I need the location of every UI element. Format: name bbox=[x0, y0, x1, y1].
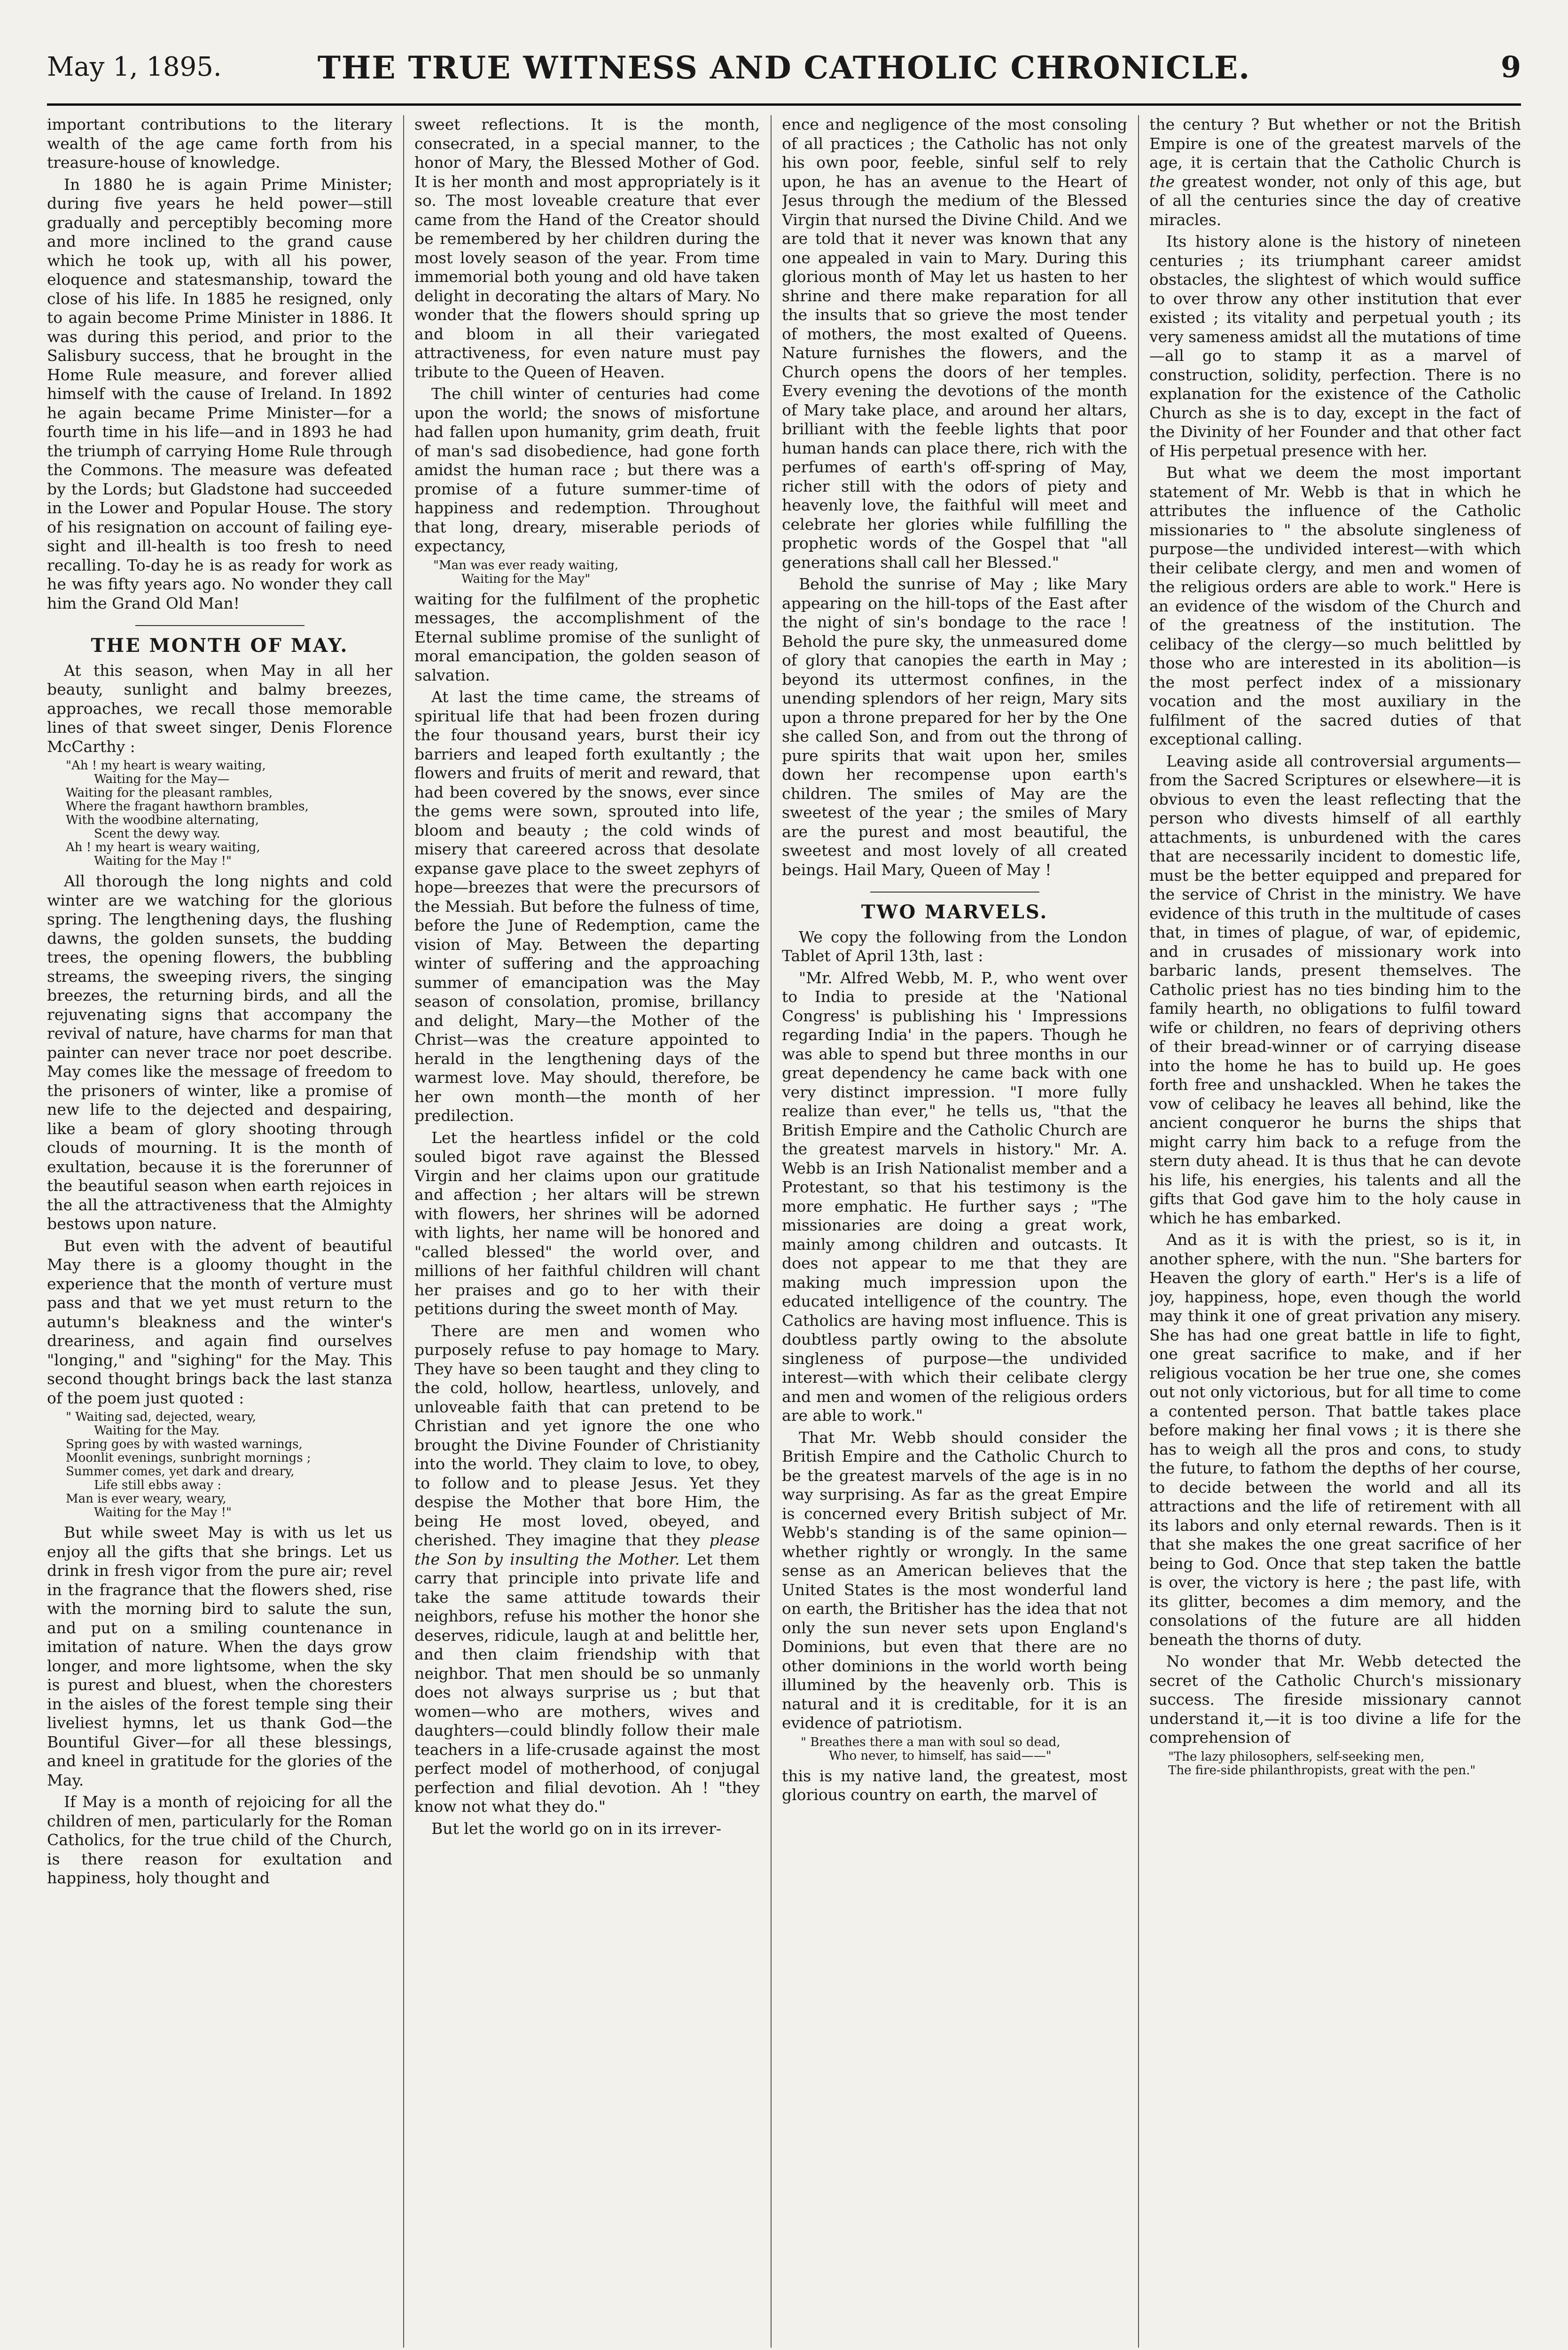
column-4 bbox=[1149, 115, 1521, 2348]
paragraph: At this season, when May in all her beauty, sunlight and balmy breezes, approaches, we recall those memorable lines of that sweet singer, Denis Florence McCarthy : bbox=[47, 661, 392, 756]
verse-line: " Breathes there a man with soul so dead, bbox=[801, 1735, 1061, 1749]
paragraph: At last the time came, the streams of spiritual life that had been frozen during the four thousand years, burst their icy barriers and leaped forth exultantly ; the flowers and fruits of merit and reward, that had been covered by the snows, ever since the gems were sown, sprouted into life, bloom and beauty ; the cold winds of misery that careered across that desolate expanse gave place to the sweet zephyrs of hope—breezes that were the precursors of the Messiah. But before the fulness of time, before the June of Redemption, came the vision of May. Between the departing winter of suffering and the approaching summer of emancipation was the May season of consolation, promise, brillancy and delight, Mary—the Mother of the Christ—was the creature appointed to herald in the lengthening days of the warmest love. May should, therefore, be her own month—the month of her predilection. bbox=[414, 688, 760, 1125]
verse-line: "The lazy philosophers, self-seeking men, bbox=[1168, 1749, 1425, 1764]
column-2 bbox=[414, 115, 760, 2348]
paragraph: important contributions to the literary wealth of the age came forth from his treasure-house of knowledge. bbox=[47, 115, 392, 172]
column-rule bbox=[771, 115, 772, 2348]
verse-line: Scent the dewy way. bbox=[94, 827, 220, 841]
verse-line: Summer comes, yet dark and dreary, bbox=[66, 1465, 295, 1479]
paragraph: We copy the following from the London Tablet of April 13th, last : bbox=[782, 927, 1127, 965]
verse-line: The fire-side philanthropists, great with the pen." bbox=[1168, 1763, 1476, 1778]
verse-line: Where the fragant hawthorn brambles, bbox=[66, 799, 309, 814]
paragraph: In 1880 he is again Prime Minister; during five years he held power—still gradually and perceptibly becoming more and more inclined to the grand cause which he took up, with all his power, eloquence and statesmanship, toward the close of his life. In 1885 he resigned, only to again become Prime Minister in 1886. It was during this period, and prior to the Salisbury success, that he brought in the Home Rule measure, and forever allied himself with the cause of Ireland. In 1892 he again became Prime Minister—for a fourth time in his life—and in 1893 he had the triumph of carrying Home Rule through the Commons. The measure was defeated by the Lords; but Gladstone had succeeded in the Lower and Popular House. The story of his resignation on account of failing eye-sight and ill-health is too fresh to need recalling. To-day he is as ready for work as he was fifty years ago. No wonder they call him the Grand Old Man! bbox=[47, 175, 392, 612]
verse-line: Moonlit evenings, sunbright mornings ; bbox=[66, 1451, 311, 1465]
column-rule bbox=[403, 115, 404, 2348]
text-run: the century ? But whether or not the British Empire is one of the greatest marvels of the age, it is certain that the Catholic Church is bbox=[1149, 115, 1521, 172]
verse-line: Man is ever weary, weary, bbox=[66, 1492, 226, 1506]
verse-line: Waiting for the May" bbox=[461, 572, 591, 586]
headline-two-marvels: TWO MARVELS. bbox=[861, 901, 1048, 923]
issue-date: May 1, 1895. bbox=[47, 52, 222, 82]
paragraph: Its history alone is the history of nineteen centuries ; its triumphant career amidst obstacles, the slightest of which would suffice to over throw any other institution that ever existed ; its vitality and perpetual youth ; its very sameness amidst all the mutations of time—all go to stamp it as a marvel of construction, solidity, perfection. There is no explanation for the existence of the Catholic Church as she is to day, except in the fact of the Divinity of her Founder and that other fact of His perpetual presence with her. bbox=[1149, 232, 1521, 460]
verse-line: Spring goes by with wasted warnings, bbox=[66, 1437, 303, 1451]
text-run: greatest wonder, not only of this age, but of all the centuries since the day of creative miracles. bbox=[1149, 172, 1521, 229]
verse-line: Waiting for the May !" bbox=[94, 854, 232, 868]
verse-line: "Man was ever ready waiting, bbox=[433, 558, 619, 572]
paragraph: No wonder that Mr. Webb detected the secret of the Catholic Church's missionary success. The fireside missionary cannot understand it,—it is too divine a life for the comprehension of bbox=[1149, 1652, 1521, 1747]
paragraph: "Mr. Alfred Webb, M. P., who went over to India to preside at the 'National Congress' is publishing his ' Impressions regarding India' in the papers. Though he was able to spend but three months in our great dependency he came back with one very distinct impression. "I more fully realize than ever," he tells us, "that the British Empire and the Catholic Church are the greatest marvels in history." Mr. A. Webb is an Irish Nationalist member and a Protestant, so that his testimony is the more emphatic. He further says ; "The missionaries are doing a great work, mainly among children and outcasts. It does not appear to me that they are making much impression upon the educated intelligence of the country. The Catholics are having most influence. This is doubtless partly owing to the absolute singleness of purpose—the undivided interest—with which their celibate clergy and men and women of the religious orders are able to work." bbox=[782, 968, 1127, 1425]
poem-stanza bbox=[47, 759, 392, 868]
paragraph: If May is a month of rejoicing for all the children of men, particularly for the Roman Catholics, for the true child of the Church, is there reason for exultation and happiness, holy thought and bbox=[47, 1793, 392, 1887]
poem-couplet bbox=[414, 559, 760, 586]
verse-line: Waiting for the pleasant rambles, bbox=[66, 786, 273, 800]
divider bbox=[870, 892, 1039, 893]
poem-stanza bbox=[47, 1410, 392, 1520]
italic-text: the bbox=[1149, 172, 1175, 191]
paragraph bbox=[414, 1322, 760, 1817]
poem-couplet bbox=[782, 1736, 1127, 1763]
paragraph: And as it is with the priest, so is it, in another sphere, with the nun. "She barters for Heaven the glory of earth." Her's is a life of joy, happiness, hope, even though the world may think it one of great privation any misery. She has had one great battle in life to fight, one great sacrifice to make, and if her religious vocation be her true one, she comes out not only victorious, but for all time to come a contented person. That battle takes place before making her final vows ; it is there she has to weigh all the pros and cons, to study the future, to fathom the depths of her course, to decide between the world and all its attractions and the life of retirement with all its labors and only eternal rewards. Then is it that she makes the one great sacrifice of her being to God. Once that step taken the battle is over, the victory is here ; the past life, with its glitter, becomes a dim memory, and the consolations of the future are all hidden beneath the thorns of duty. bbox=[1149, 1230, 1521, 1649]
verse-line: Who never, to himself, has said——" bbox=[829, 1748, 1052, 1763]
page-number: 9 bbox=[1500, 50, 1521, 84]
paragraph: Behold the sunrise of May ; like Mary appearing on the hill-tops of the East after the night of sin's bondage to the race ! Behold the pure sky, the unmeasured dome of glory that canopies the earth in May ; beyond its uttermost confines, in the unending splendors of her reign, Mary sits upon a throne prepared for her by the One she called Son, and from out the throng of pure spirits that wait upon her, smiles down her recompense upon earth's children. The smiles of May are the sweetest of the year ; the smiles of Mary are the purest and most beautiful, the sweetest and most lovely of all created beings. Hail Mary, Queen of May ! bbox=[782, 575, 1127, 879]
paragraph: Let the heartless infidel or the cold souled bigot rave against the Blessed Virgin and her claims upon our gratitude and affection ; her altars will be strewn with flowers, her shrines will be adorned with lights, her name will be honored and "called blessed" the world over, and millions of her faithful children will chant her praises and go to her with their petitions during the sweet month of May. bbox=[414, 1128, 760, 1318]
divider bbox=[135, 625, 304, 626]
paragraph: All thorough the long nights and cold winter are we watching for the glorious spring. The lengthening days, the flushing dawns, the golden sunsets, the budding trees, the opening flowers, the bubbling streams, the sweeping rivers, the singing breezes, the returning birds, and all the rejuvenating signs that accompany the revival of nature, have charms for man that painter can never trace nor poet describe. May comes like the message of freedom to the prisoners of winter, like a promise of new life to the dejected and despairing, like a beam of glory shooting through clouds of mourning. It is the month of exultation, because it is the forerunner of the beautiful season when earth rejoices in the all the attractiveness that the Almighty bestows upon nature. bbox=[47, 872, 392, 1233]
paragraph: That Mr. Webb should consider the British Empire and the Catholic Church to be the greatest marvels of the age is in no way surprising. As far as the great Empire is concerned every British subject of Mr. Webb's standing is of the same opinion—whether rightly or wrongly. In the same sense as an American believes that the United States is the most wonderful land on earth, the Britisher has the idea that not only the sun never sets upon England's Dominions, but even that there are no other dominions in the world worth being illumined by the heavenly orb. This is natural and it is creditable, for it is an evidence of patriotism. bbox=[782, 1428, 1127, 1732]
paragraph: The chill winter of centuries had come upon the world; the snows of misfortune had fallen upon humanity, grim death, fruit of man's sad disobedience, had gone forth amidst the human race ; but there was a promise of a future summer-time of happiness and redemption. Throughout that long, dreary, miserable periods of expectancy, bbox=[414, 384, 760, 555]
verse-line: Waiting for the May— bbox=[94, 772, 230, 786]
verse-line: Life still ebbs away : bbox=[94, 1478, 222, 1492]
paragraph: ence and negligence of the most consoling of all practices ; the Catholic has not only his own poor, feeble, sinful self to rely upon, he has an avenue to the Heart of Jesus through the medium of the Blessed Virgin that nursed the Divine Child. And we are told that it never was known that any one appealed in vain to Mary. During this glorious month of May let us hasten to her shrine and there make reparation for all the insults that so grieve the most tender of mothers, the most exalted of Queens. Nature furnishes the flowers, and the Church opens the doors of her temples. Every evening the devotions of the month of Mary take place, and around her altars, brilliant with the feeble lights that poor human hands can place there, rich with the perfumes of earth's off-spring of May, richer still with the odors of piety and heavenly love, the faithful will meet and celebrate her glories while fulfilling the prophetic words of the Gospel that "all generations shall call her Blessed." bbox=[782, 115, 1127, 572]
paragraph: Leaving aside all controversial arguments—from the Sacred Scriptures or elsewhere—it is obvious to even the least reflecting that the person who divests himself of all earthly attachments, is unburdened with the cares that are necessarily incident to domestic life, must be the better equipped and prepared for the service of Christ in the ministry. We have evidence of this truth in the multitude of cases that, in times of plague, of war, of epidemic, and in crusades of missionary work into barbaric lands, present themselves. The Catholic priest has no ties binding him to the family hearth, no obligations to fulfil toward wife or children, no fears of depriving others of their bread-winner or of carrying disease into the home he has to build up. He goes forth free and unshackled. When he takes the vow of celibacy he leaves all behind, like the ancient conqueror he burns the ships that might carry him back to a refuge from the stern duty ahead. It is thus that he can devote his life, his energies, his talents and all the gifts that God gave him to the holy cause in which he has embarked. bbox=[1149, 752, 1521, 1227]
masthead bbox=[47, 33, 1521, 106]
verse-line: With the woodbine alternating, bbox=[66, 813, 259, 827]
verse-line: Waiting for the May !" bbox=[94, 1505, 232, 1520]
text-run: There are men and women who purposely refuse to pay homage to Mary. They have so been taught and they cling to the cold, hollow, heartless, unlovely, and unloveable faith that can pretend to be Christian and yet ignore the one who brought the Divine Founder of Christianity into the world. They claim to love, to obey, to follow and to please Jesus. Yet they despise the Mother that bore Him, the being He most loved, obeyed, and cherished. They imagine that they bbox=[414, 1321, 760, 1549]
newspaper-title: THE TRUE WITNESS AND CATHOLIC CHRONICLE. bbox=[317, 49, 1251, 86]
verse-line: "Ah ! my heart is weary waiting, bbox=[66, 759, 266, 773]
paragraph: this is my native land, the greatest, most glorious country on earth, the marvel of bbox=[782, 1766, 1127, 1804]
column-rule bbox=[1138, 115, 1139, 2348]
paragraph: waiting for the fulfilment of the prophetic messages, the accomplishment of the Eternal sublime promise of the sunlight of moral emancipation, the golden season of salvation. bbox=[414, 589, 760, 684]
verse-line: Ah ! my heart is weary waiting, bbox=[66, 840, 260, 854]
paragraph: But what we deem the most important statement of Mr. Webb is that in which he attributes the influence of the Catholic missionaries to " the absolute singleness of purpose—the undivided interest—with which their celibate clergy, and men and women of the religious orders are able to work." Here is an evidence of the wisdom of the Church and of the greatness of the institution. The celibacy of the clergy—so much belittled by those who are interested in its abolition—is the most perfect index of a missionary vocation and the most auxiliary in the fulfilment of the sacred duties of that exceptional calling. bbox=[1149, 463, 1521, 748]
column-1 bbox=[47, 115, 392, 2348]
italic-text: please the Son by insulting the Mother. bbox=[414, 1531, 760, 1568]
paragraph: But let the world go on in its irrever- bbox=[431, 1819, 722, 1838]
paragraph: But even with the advent of beautiful May there is a gloomy thought in the experience that the month of verture must pass and that we yet must return to the autumn's bleakness and the winter's dreariness, and again find ourselves "longing," and "sighing" for the May. This second thought brings back the last stanza of the poem just quoted : bbox=[47, 1236, 392, 1407]
verse-line: " Waiting sad, dejected, weary, bbox=[66, 1410, 257, 1424]
column-3 bbox=[782, 115, 1127, 2348]
poem-couplet bbox=[1149, 1750, 1521, 1778]
text-run: Let them carry that principle into private life and take the same attitude towards their neighbors, refuse his mother the honor she deserves, ridicule, laugh at and belittle her, and then claim friendship with that neighbor. That men should be so unmanly does not always surprise us ; but that women—who are mothers, wives and daughters—could blindly follow their male teachers in a life-crusade against the most perfect model of motherhood, of conjugal perfection and filial devotion. Ah ! "they know not what they do." bbox=[414, 1550, 760, 1816]
paragraph: But while sweet May is with us let us enjoy all the gifts that she brings. Let us drink in fresh vigor from the pure air; revel in the fragrance that the flowers shed, rise with the morning bird to salute the sun, and put on a smiling countenance in imitation of nature. When the days grow longer, and more lightsome, when the sky is purest and bluest, when the choresters in the aisles of the forest temple sing their liveliest hymns, let us thank God—the Bountiful Giver—for all these blessings, and kneel in gratitude for the glories of the May. bbox=[47, 1523, 392, 1789]
paragraph bbox=[1149, 115, 1521, 229]
paragraph: sweet reflections. It is the month, consecrated, in a special manner, to the honor of Mary, the Blessed Mother of God. It is her month and most appropriately is it so. The most loveable creature that ever came from the Hand of the Creator should be remembered by her children during the most lovely season of the year. From time immemorial both young and old have taken delight in decorating the altars of Mary. No wonder that the flowers should spring up and bloom in all their variegated attractiveness, for even nature must pay tribute to the Queen of Heaven. bbox=[414, 115, 760, 381]
verse-line: Waiting for the May. bbox=[94, 1424, 220, 1438]
headline-month-of-may: THE MONTH OF MAY. bbox=[91, 634, 349, 657]
